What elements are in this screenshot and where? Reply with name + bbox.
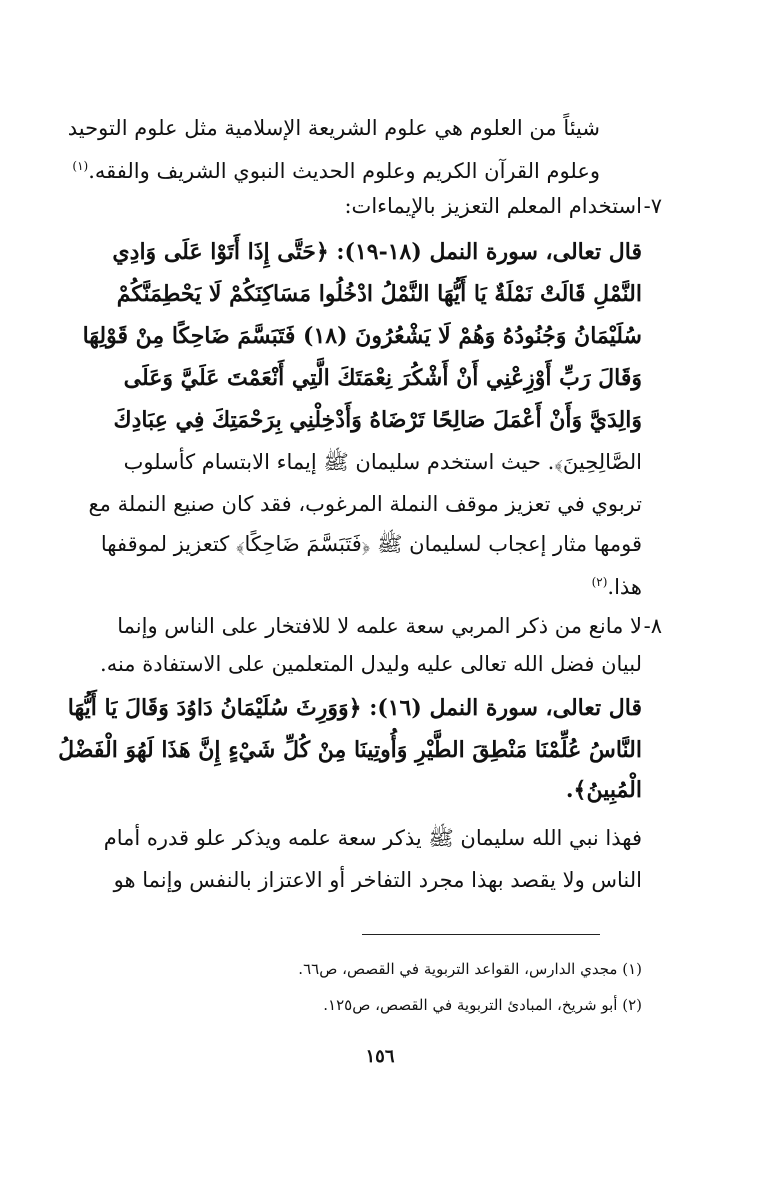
- quran-line: النَّمْلِ قَالَتْ نَمْلَةٌ يَا أَيُّهَا النَّمْلُ ادْخُلُوا مَسَاكِنَكُمْ لَا يَحْطِمَنَّكُمْ: [116, 281, 642, 307]
- text-line: تربوي في تعزيز موقف النملة المرغوب، فقد كان صنيع النملة مع: [88, 492, 642, 516]
- text-line: فهذا نبي الله سليمان ﷺ يذكر سعة علمه ويذكر علو قدره أمام: [103, 826, 642, 850]
- text-line: لا مانع من ذكر المربي سعة علمه لا للافتخار على الناس وإنما: [117, 614, 642, 638]
- item-number: ٧-: [643, 194, 662, 218]
- text-line: الصَّالِحِينَ﴾. حيث استخدم سليمان ﷺ إيماء الابتسام كأسلوب: [123, 450, 642, 474]
- item-number: ٨-: [643, 614, 662, 638]
- quran-line: النَّاسُ عُلِّمْنَا مَنْطِقَ الطَّيْرِ وَأُوتِينَا مِنْ كُلِّ شَيْءٍ إِنَّ هَذَا لَهُوَ الْفَضْلُ: [58, 737, 642, 763]
- quran-line: وَالِدَيَّ وَأَنْ أَعْمَلَ صَالِحًا تَرْضَاهُ وَأَدْخِلْنِي بِرَحْمَتِكَ فِي عِبَادِكَ: [113, 407, 642, 433]
- text-line: لبيان فضل الله تعالى عليه وليدل المتعلمين على الاستفادة منه.: [100, 652, 642, 676]
- footnote-ref: (١): [72, 159, 89, 173]
- text-line: شيئاً من العلوم هي علوم الشريعة الإسلامية مثل علوم التوحيد: [67, 116, 600, 140]
- text-line: قومها مثار إعجاب لسليمان ﷺ ﴿فَتَبَسَّمَ ضَاحِكًا﴾ كتعزيز لموقفها: [100, 532, 642, 556]
- footnote-ref: (٢): [591, 575, 608, 589]
- text-line: هذا.$^{(٢)}$: [591, 575, 642, 599]
- text-line: الناس ولا يقصد بهذا مجرد التفاخر أو الاعتزاز بالنفس وإنما هو: [113, 868, 642, 892]
- quran-line: قال تعالى، سورة النمل (١٨-١٩): ﴿حَتَّى إِذَا أَتَوْا عَلَى وَادِي: [112, 239, 642, 265]
- footnote: (١) مجدي الدارس، القواعد التربوية في القصص، ص٦٦.: [298, 960, 642, 978]
- footnote: (٢) أبو شريخ، المبادئ التربوية في القصص، ص١٢٥.: [323, 996, 642, 1014]
- quran-line: وَقَالَ رَبِّ أَوْزِعْنِي أَنْ أَشْكُرَ نِعْمَتَكَ الَّتِي أَنْعَمْتَ عَلَيَّ وَعَلَى: [123, 365, 642, 391]
- quran-line: الْمُبِينُ﴾.: [565, 777, 642, 803]
- item-heading: استخدام المعلم التعزيز بالإيماءات:: [344, 194, 642, 218]
- quran-line: قال تعالى، سورة النمل (١٦): ﴿وَوَرِثَ سُلَيْمَانُ دَاوُدَ وَقَالَ يَا أَيُّهَا: [67, 695, 642, 721]
- page-number: ١٥٦: [365, 1046, 395, 1067]
- text-line: وعلوم القرآن الكريم وعلوم الحديث النبوي الشريف والفقه.$^{(١)}$: [72, 159, 600, 183]
- footnote-divider: [362, 934, 600, 935]
- quran-line: سُلَيْمَانُ وَجُنُودُهُ وَهُمْ لَا يَشْعُرُونَ (١٨) فَتَبَسَّمَ ضَاحِكًا مِنْ قَوْلِهَا: [82, 323, 642, 349]
